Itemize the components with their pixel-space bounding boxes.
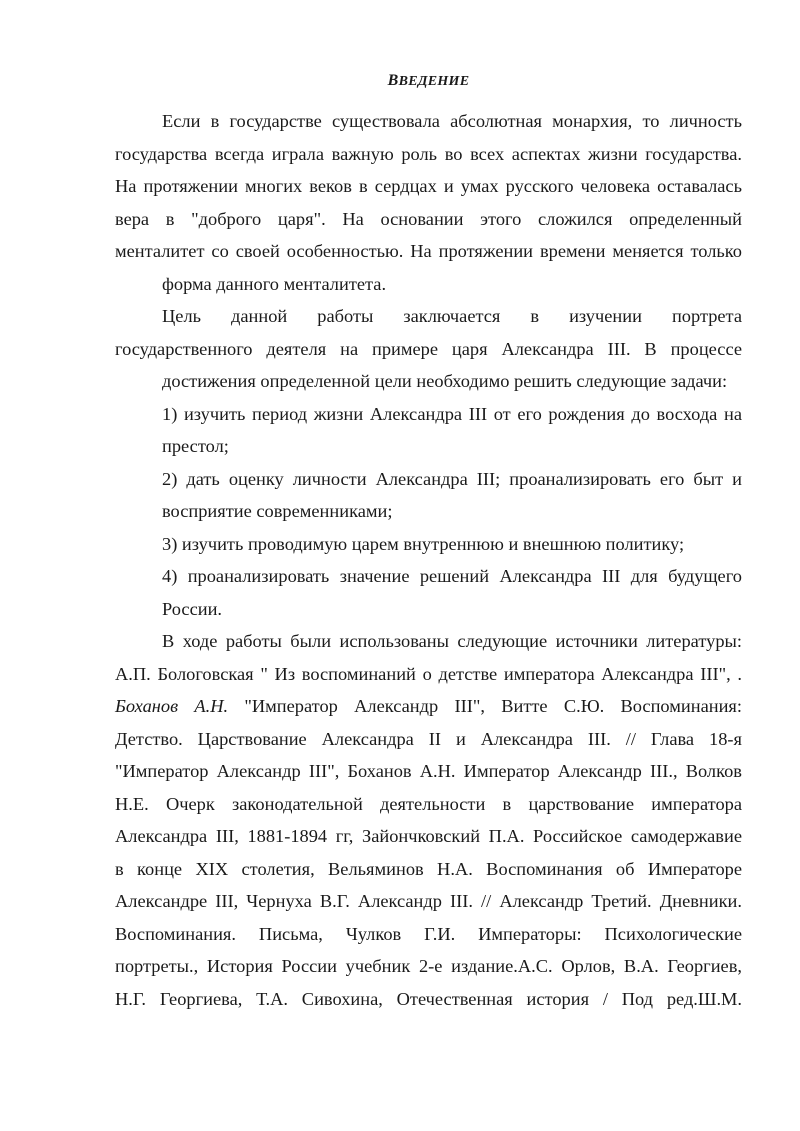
text-line: Если в государстве существовала абсолютная монархия, то личность [162,111,742,131]
text-line: государства всегда играла важную роль во всех аспектах жизни государства. [115,143,742,164]
task-item-2 [115,463,742,528]
italic-author: Боханов А.Н. [115,696,229,716]
text-line: А.П. Бологовская " Из воспоминаний о детстве императора Александра III", . [115,663,742,684]
text-line: Н.Е. Очерк законодательной деятельности в царствование императора [115,793,742,814]
text-line: 4) проанализировать значение решений Александра III для будущего [162,566,742,586]
title-initial: В [387,72,399,89]
text-line [115,690,742,723]
text-line: восприятие современниками; [162,501,393,521]
text-line: Н.Г. Георгиева, Т.А. Сивохина, Отечественная история / Под ред.Ш.М. [115,988,742,1009]
text-line: Александра III, 1881-1894 гг, Зайончковский П.А. Российское самодержавие [115,826,742,846]
task-item-4 [115,560,742,625]
text-line: государственного деятеля на примере царя Александра III. В процессе [115,338,742,359]
document-page [115,71,742,1015]
text-line: 3) изучить проводимую царем внутреннюю и внешнюю политику; [162,533,685,554]
text-line: портреты., История России учебник 2-е издание.А.С. Орлов, В.А. Георгиев, [115,956,742,976]
text-line: Александре III, Чернуха В.Г. Александр III. // Александр Третий. Дневники. [115,891,742,911]
paragraph-goal [115,300,742,398]
text-line: Цель данной работы заключается в изучении портрета [162,306,742,326]
text-line: форма данного менталитета. [162,273,387,294]
text-line: вера в "доброго царя". На основании этого сложился определенный [115,208,742,229]
paragraph-sources [115,625,742,1015]
text-line: 2) дать оценку личности Александра III; проанализировать его быт и [162,468,742,489]
text-line: На протяжении многих веков в сердцах и умах русского человека оставалась [115,176,742,196]
task-item-3 [115,528,742,561]
text-line: России. [162,598,223,619]
text-line: достижения определенной цели необходимо решить следующие задачи: [162,371,728,391]
text-line: Воспоминания. Письма, Чулков Г.И. Императоры: Психологические [115,923,742,944]
text-line: 1) изучить период жизни Александра III от его рождения до восхода на [162,403,742,424]
task-item-1 [115,398,742,463]
section-title [115,71,742,92]
title-rest: ВЕДЕНИЕ [398,74,470,89]
text-line: престол; [162,436,229,456]
text-line: в конце XIX столетия, Вельяминов Н.А. Воспоминания об Императоре [115,858,742,879]
text-line: Детство. Царствование Александра II и Александра III. // Глава 18-я [115,728,742,749]
text-line: менталитет со своей особенностью. На протяжении времени меняется только [115,241,742,261]
paragraph-intro [115,105,742,300]
text-fragment: "Император Александр III", Витте С.Ю. Воспоминания: [228,696,742,716]
text-line: "Император Александр III", Боханов А.Н. Император Александр III., Волков [115,761,742,781]
text-line: В ходе работы были использованы следующие источники литературы: [162,631,742,651]
